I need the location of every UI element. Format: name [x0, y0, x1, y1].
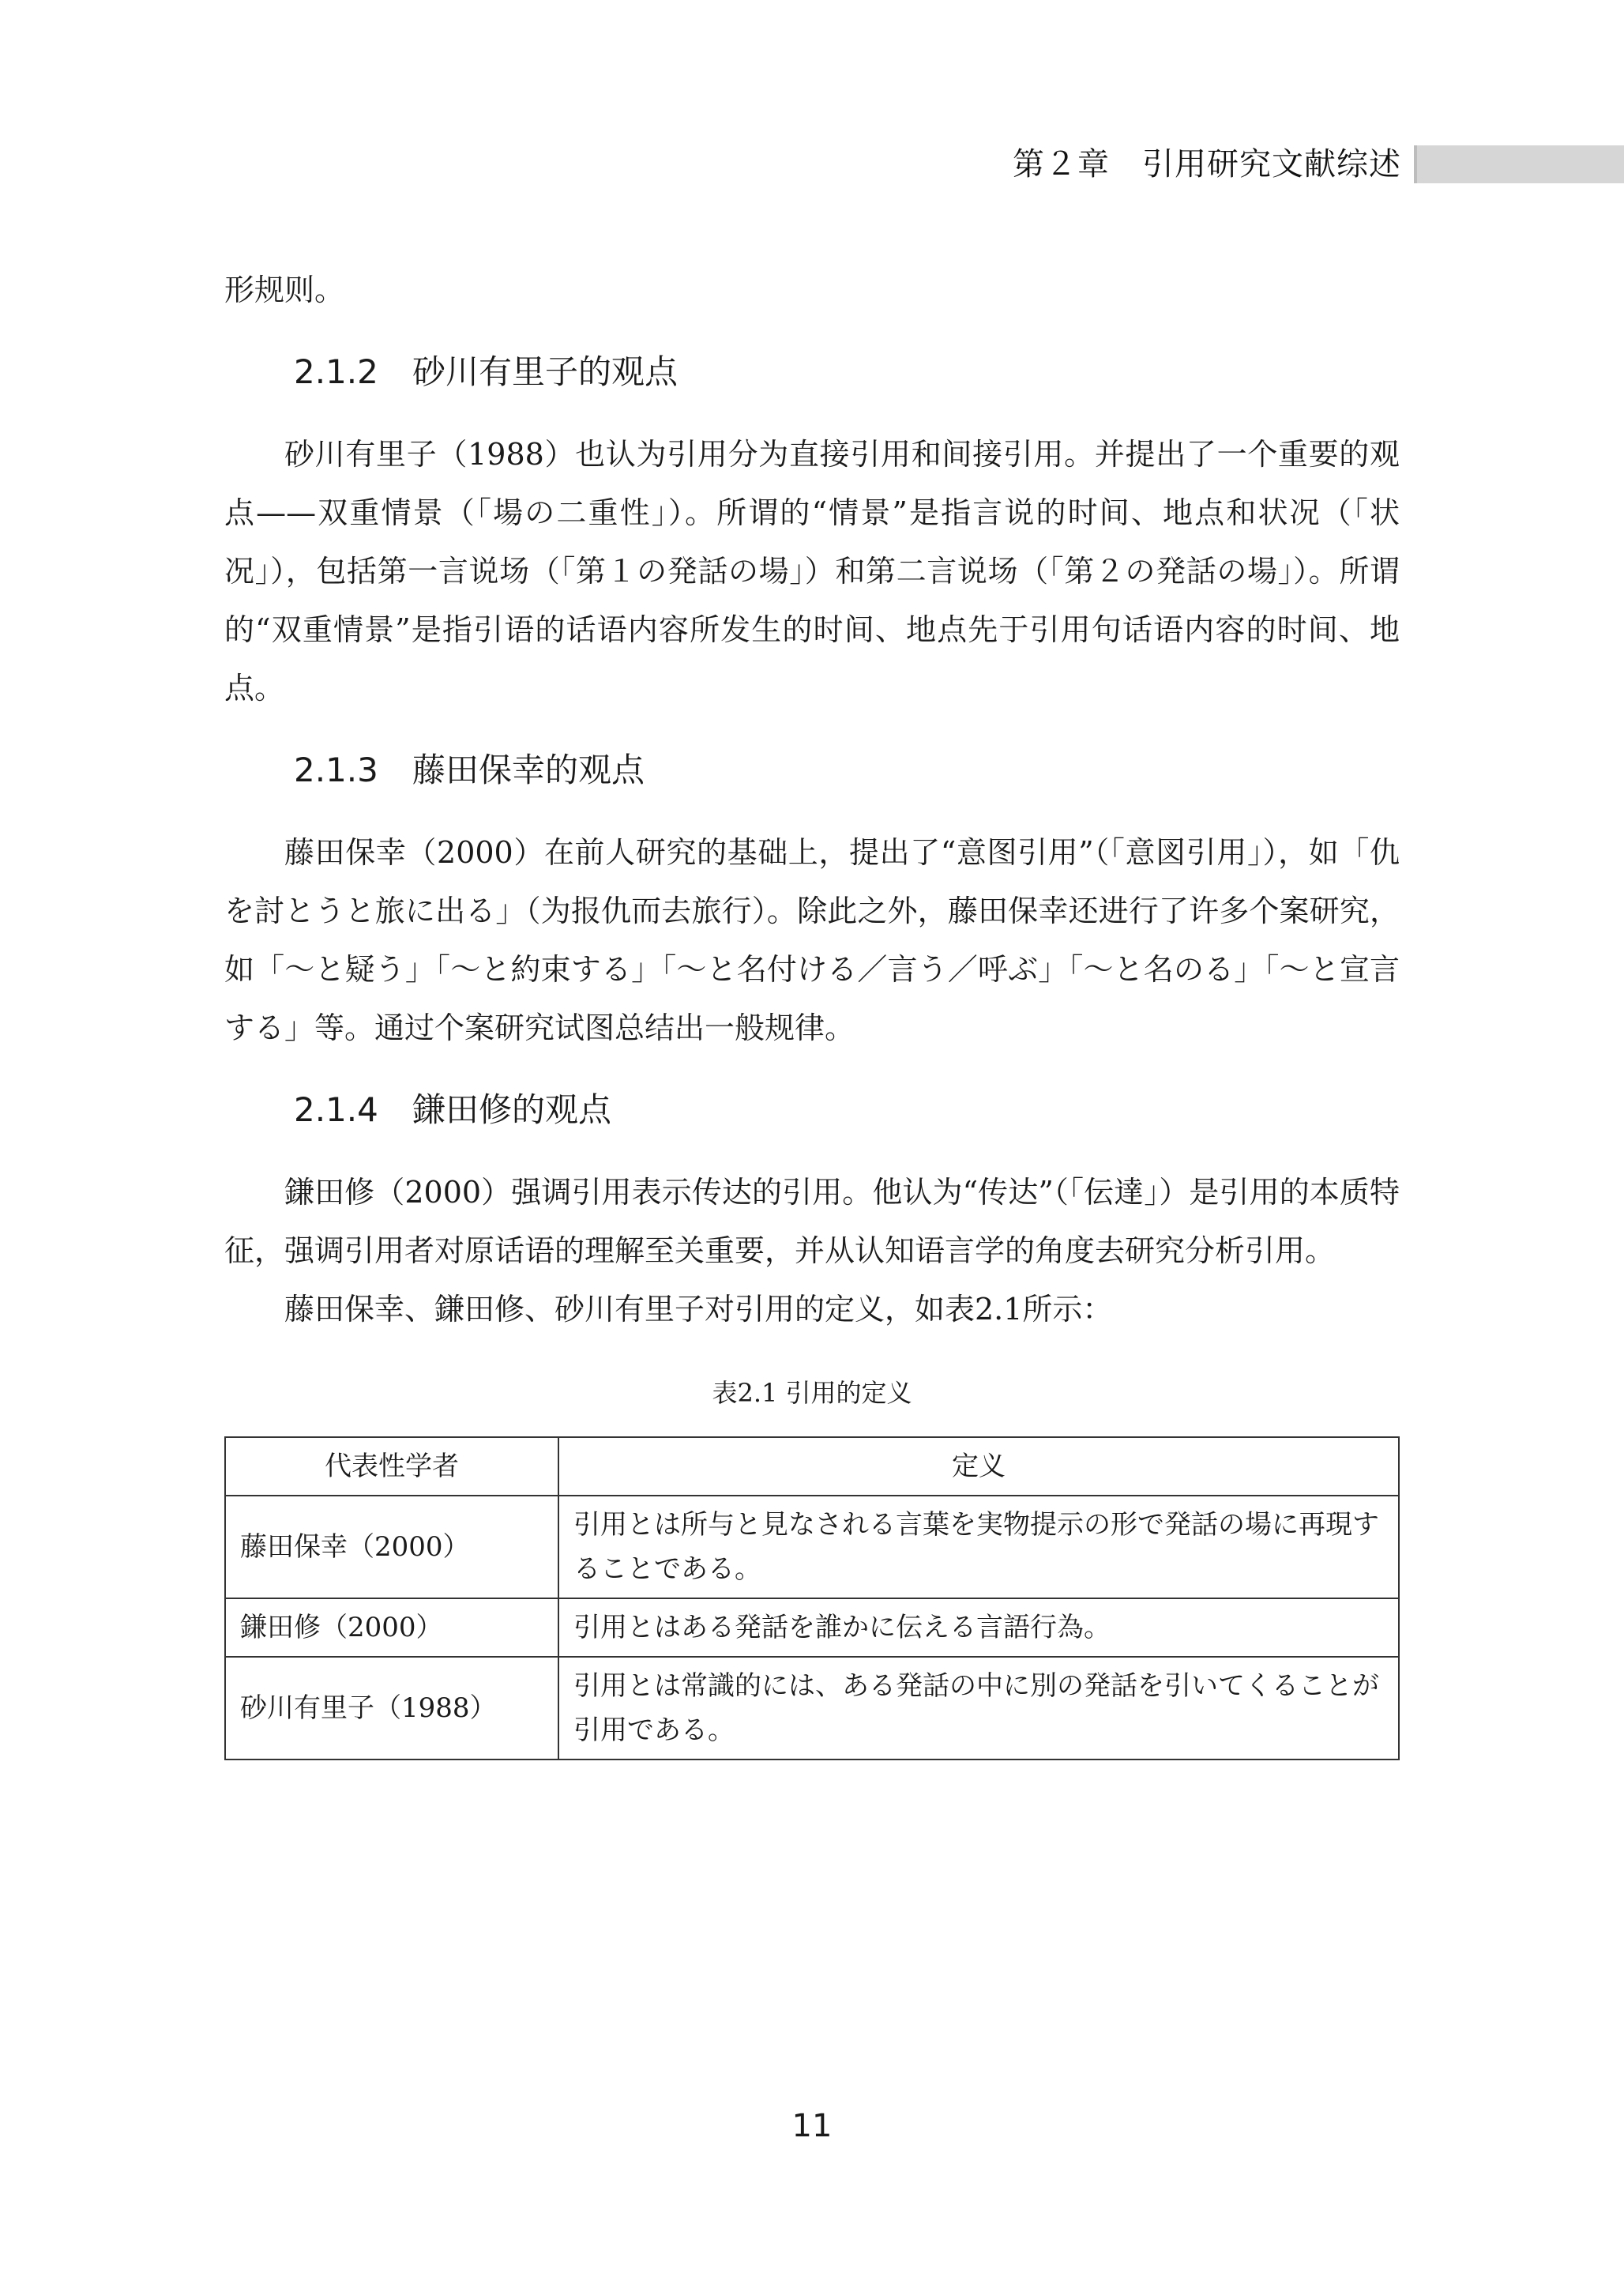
page-content	[224, 261, 1400, 1760]
running-header	[0, 141, 1624, 188]
table-row	[225, 1657, 1399, 1760]
section-title: 藤田保幸的观点	[412, 751, 645, 789]
section-heading-2-1-4	[224, 1057, 1400, 1163]
header-decorative-bar	[1414, 145, 1624, 183]
chapter-title: 第２章 引用研究文献综述	[1013, 146, 1401, 183]
definition-cell: 引用とは所与と見なされる言葉を実物提示の形で発話の場に再現することである。	[558, 1496, 1399, 1598]
definition-cell: 引用とは常識的には、ある発話の中に別の発話を引いてくることが引用である。	[558, 1657, 1399, 1760]
table-row	[225, 1598, 1399, 1657]
continued-paragraph: 形规则。	[224, 273, 345, 307]
section-heading-2-1-2	[224, 319, 1400, 425]
section-heading-2-1-3	[224, 717, 1400, 823]
section-number: 2.1.2	[294, 352, 378, 391]
section-2-1-3-paragraph: 藤田保幸（2000）在前人研究的基础上，提出了“意图引用”（「意図引用」），如「仇を討とうと旅に出る」（为报仇而去旅行）。除此之外，藤田保幸还进行了许多个案研究，如「～と疑う」「～と約束する」「～と名付ける／言う／呼ぶ」「～と名のる」「～と宣言する」等。通过个案研究试图总结出一般规律。	[224, 835, 1400, 1045]
scholar-cell: 藤田保幸（2000）	[225, 1496, 558, 1598]
page-number: 11	[791, 2108, 833, 2144]
table-row	[225, 1496, 1399, 1598]
section-2-1-4-paragraph-2: 藤田保幸、鎌田修、砂川有里子对引用的定义，如表2.1所示：	[284, 1292, 1113, 1327]
scholar-cell: 鎌田修（2000）	[225, 1598, 558, 1657]
column-header-definition: 定义	[558, 1437, 1399, 1496]
section-2-1-2-paragraph: 砂川有里子（1988）也认为引用分为直接引用和间接引用。并提出了一个重要的观点——双重情景（「場の二重性」）。所谓的“情景”是指言说的时间、地点和状况（「状况」），包括第一言说场（「第１の発話の場」）和第二言说场（「第２の発話の場」）。所谓的“双重情景”是指引语的话语内容所发生的时间、地点先于引用句话语内容的时间、地点。	[224, 437, 1400, 706]
definitions-table	[224, 1436, 1400, 1760]
scholar-cell: 砂川有里子（1988）	[225, 1657, 558, 1760]
definition-cell: 引用とはある発話を誰かに伝える言語行為。	[558, 1598, 1399, 1657]
table-header-row	[225, 1437, 1399, 1496]
section-title: 砂川有里子的观点	[412, 352, 679, 391]
section-number: 2.1.4	[294, 1090, 378, 1129]
table-caption: 表2.1 引用的定义	[712, 1378, 912, 1408]
section-number: 2.1.3	[294, 751, 378, 789]
section-title: 鎌田修的观点	[412, 1090, 612, 1129]
section-2-1-4-paragraph-1: 鎌田修（2000）强调引用表示传达的引用。他认为“传达”（「伝達」）是引用的本质特征，强调引用者对原话语的理解至关重要，并从认知语言学的角度去研究分析引用。	[224, 1175, 1400, 1268]
column-header-scholar: 代表性学者	[225, 1437, 558, 1496]
